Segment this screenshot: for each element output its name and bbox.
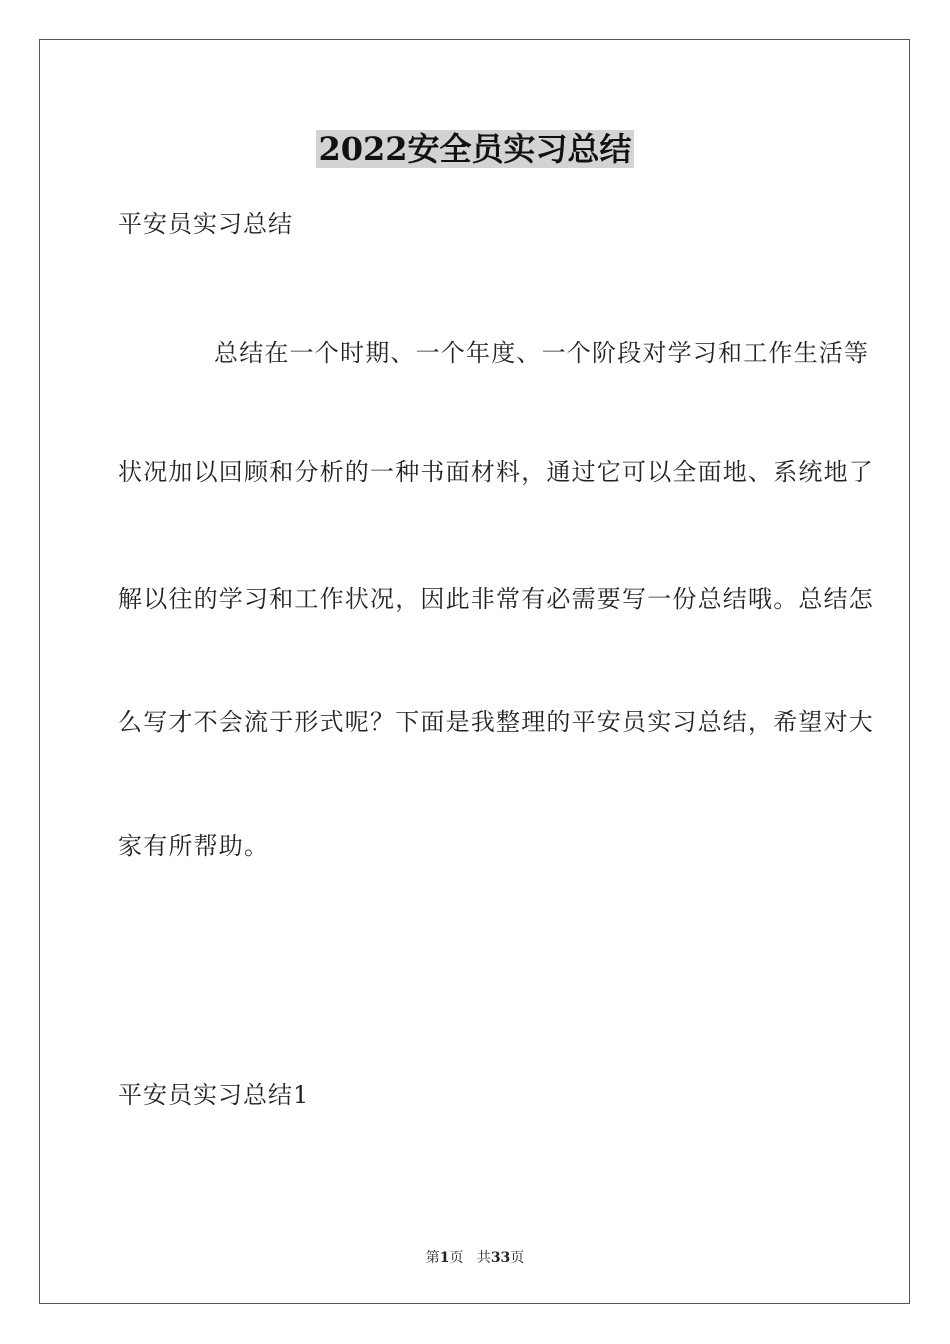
page-prefix: 第 [425,1250,440,1266]
page-number: 1 [439,1250,450,1266]
total-pages: 33 [490,1250,511,1266]
paragraph-line: 家有所帮助。 [118,832,270,860]
document-subtitle: 平安员实习总结 [118,210,293,238]
section-heading: 平安员实习总结1 [118,1081,310,1109]
paragraph-line: 么写才不会流于形式呢？下面是我整理的平安员实习总结，希望对大 [118,708,874,736]
title-text: 2022安全员实习总结 [318,130,632,168]
page-suffix: 页 [449,1250,464,1266]
total-suffix: 页 [510,1250,525,1266]
document-title [0,126,950,172]
paragraph-line: 解以往的学习和工作状况，因此非常有必需要写一份总结哦。总结怎 [118,585,874,613]
page-footer [0,1248,950,1268]
paragraph-line: 状况加以回顾和分析的一种书面材料，通过它可以全面地、系统地了 [118,458,874,486]
total-prefix: 共 [476,1250,491,1266]
paragraph-line: 总结在一个时期、一个年度、一个阶段对学习和工作生活等 [214,339,870,367]
